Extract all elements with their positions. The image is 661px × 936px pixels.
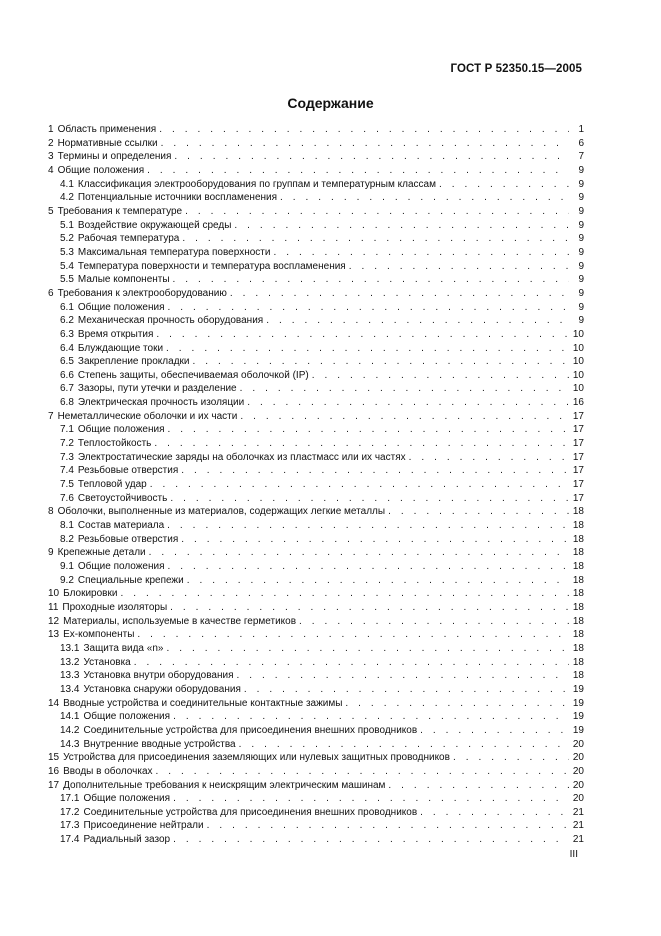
toc-entry-number: 7.6 xyxy=(60,492,74,504)
dot-leader xyxy=(185,205,569,219)
toc-entry-title: Проходные изоляторы xyxy=(62,601,168,613)
toc-entry[interactable] xyxy=(48,724,584,738)
toc-entry-title: Вводы в оболочках xyxy=(63,765,153,777)
dot-leader xyxy=(170,492,569,506)
dot-leader xyxy=(161,137,569,151)
dot-leader xyxy=(182,232,569,246)
toc-entry-number: 4 xyxy=(48,164,54,176)
dot-leader xyxy=(181,533,569,547)
toc-entry[interactable] xyxy=(48,765,584,779)
dot-leader xyxy=(173,792,569,806)
toc-entry-title: Классификация электрооборудования по группам и температурным классам xyxy=(77,178,436,190)
toc-entry-title: Общие положения xyxy=(77,561,165,572)
toc-entry-title: Электростатические заряды на оболочках из пластмасс или их частях xyxy=(77,451,406,463)
toc-entry-number: 6.1 xyxy=(60,301,74,313)
toc-entry-page: 19 xyxy=(572,711,584,723)
toc-entry-title: Соединительные устройства для присоединения внешних проводников xyxy=(83,806,418,818)
toc-entry-number: 14.1 xyxy=(60,711,80,723)
toc-entry[interactable] xyxy=(48,628,584,642)
toc-entry-title: Блуждающие токи xyxy=(77,342,164,354)
toc-entry-page: 18 xyxy=(572,656,584,668)
toc-entry-number: 6.3 xyxy=(60,328,74,340)
toc-entry-page: 7 xyxy=(578,151,584,163)
toc-entry[interactable] xyxy=(48,819,584,833)
toc-entry-page: 9 xyxy=(578,315,584,327)
toc-entry-number: 6.7 xyxy=(60,383,74,395)
toc-entry-number: 16 xyxy=(48,765,60,777)
toc-entry-page: 18 xyxy=(572,615,584,627)
toc-entry-number: 4.1 xyxy=(60,178,74,190)
toc-entry-page: 9 xyxy=(578,164,584,176)
toc-entry-page: 18 xyxy=(572,629,584,641)
toc-entry-number: 7 xyxy=(48,410,54,422)
toc-entry-number: 7.1 xyxy=(60,424,74,436)
toc-entry-page: 18 xyxy=(572,574,584,586)
toc-entry-title: Закрепление прокладки xyxy=(77,356,190,368)
toc-entry-title: Требования к электрооборудованию xyxy=(57,287,227,299)
toc-entry[interactable] xyxy=(48,642,584,656)
toc-entry-title: Вводные устройства и соединительные контактные зажимы xyxy=(63,697,343,709)
toc-entry[interactable] xyxy=(48,369,584,383)
dot-leader xyxy=(230,287,569,301)
toc-entry[interactable] xyxy=(48,451,584,465)
toc-entry-number: 6 xyxy=(48,287,54,299)
toc-entry-title: Крепежные детали xyxy=(57,547,146,559)
dot-leader xyxy=(168,301,570,315)
dot-leader xyxy=(156,328,569,342)
dot-leader xyxy=(149,546,569,560)
dot-leader xyxy=(156,765,569,779)
dot-leader xyxy=(187,574,569,588)
dot-leader xyxy=(240,410,569,424)
dot-leader xyxy=(174,150,569,164)
dot-leader xyxy=(280,191,569,205)
toc-entry[interactable] xyxy=(48,751,584,765)
toc-entry[interactable] xyxy=(48,178,584,192)
toc-entry[interactable] xyxy=(48,423,584,437)
dot-leader xyxy=(150,478,569,492)
toc-entry-number: 13.4 xyxy=(60,683,80,695)
toc-entry-title: Установка внутри оборудования xyxy=(83,670,234,682)
toc-entry-title: Установка xyxy=(83,656,131,668)
toc-entry[interactable] xyxy=(48,314,584,328)
toc-entry-number: 17.4 xyxy=(60,834,80,846)
toc-entry-page: 9 xyxy=(578,246,584,258)
toc-entry-number: 14 xyxy=(48,697,60,709)
toc-entry[interactable] xyxy=(48,806,584,820)
dot-leader xyxy=(173,710,569,724)
toc-entry-number: 7.5 xyxy=(60,479,74,491)
toc-entry-number: 7.4 xyxy=(60,465,74,477)
toc-entry-title: Специальные крепежи xyxy=(77,574,184,586)
toc-entry-page: 18 xyxy=(572,561,584,572)
toc-entry-title: Температура поверхности и температура воспламенения xyxy=(77,260,346,272)
toc-entry-number: 5 xyxy=(48,205,54,217)
toc-entry-page: 9 xyxy=(578,192,584,204)
toc-entry[interactable] xyxy=(48,779,584,793)
toc-entry-number: 12 xyxy=(48,615,60,627)
toc-entry-page: 20 xyxy=(572,765,584,777)
toc-entry-page: 18 xyxy=(572,670,584,682)
table-of-contents xyxy=(48,123,584,847)
toc-entry-title: Неметаллические оболочки и их части xyxy=(57,410,238,422)
toc-entry[interactable] xyxy=(48,478,584,492)
toc-entry-title: Малые компоненты xyxy=(77,274,170,286)
toc-entry[interactable] xyxy=(48,697,584,711)
toc-entry-title: Светоустойчивость xyxy=(77,492,168,504)
toc-entry[interactable] xyxy=(48,710,584,724)
toc-entry-number: 9.2 xyxy=(60,574,74,586)
dot-leader xyxy=(166,642,569,656)
toc-entry-page: 16 xyxy=(572,397,584,409)
toc-entry[interactable] xyxy=(48,615,584,629)
toc-entry-number: 5.5 xyxy=(60,274,74,286)
toc-entry-page: 17 xyxy=(572,410,584,422)
toc-entry-page: 17 xyxy=(572,492,584,504)
toc-entry-title: Соединительные устройства для присоединения внешних проводников xyxy=(83,724,418,736)
dot-leader xyxy=(147,164,569,178)
toc-entry[interactable] xyxy=(48,738,584,752)
toc-entry[interactable] xyxy=(48,792,584,806)
toc-entry[interactable] xyxy=(48,164,584,178)
dot-leader xyxy=(299,615,569,629)
toc-entry-title: Ex-компоненты xyxy=(63,629,135,641)
toc-entry-title: Общие положения xyxy=(77,301,165,313)
toc-entry-page: 9 xyxy=(578,205,584,217)
toc-entry-title: Оболочки, выполненные из материалов, содержащих легкие металлы xyxy=(57,506,386,518)
toc-entry-title: Состав материала xyxy=(77,520,165,532)
toc-entry-page: 20 xyxy=(572,779,584,791)
toc-entry[interactable] xyxy=(48,232,584,246)
dot-leader xyxy=(240,382,569,396)
toc-entry-page: 20 xyxy=(572,752,584,764)
toc-entry-page: 19 xyxy=(572,724,584,736)
toc-entry[interactable] xyxy=(48,464,584,478)
dot-leader xyxy=(409,451,569,465)
toc-entry-page: 9 xyxy=(578,219,584,231)
toc-entry-page: 10 xyxy=(572,342,584,354)
toc-entry-title: Общие положения xyxy=(83,711,171,723)
toc-entry-page: 19 xyxy=(572,697,584,709)
toc-entry[interactable] xyxy=(48,601,584,615)
dot-leader xyxy=(273,246,569,260)
toc-entry-page: 21 xyxy=(572,820,584,832)
toc-entry-title: Нормативные ссылки xyxy=(57,137,158,149)
toc-entry-title: Резьбовые отверстия xyxy=(77,533,179,545)
dot-leader xyxy=(168,423,570,437)
dot-leader xyxy=(234,219,569,233)
dot-leader xyxy=(239,738,569,752)
toc-entry-page: 20 xyxy=(572,793,584,805)
toc-entry-title: Устройства для присоединения заземляющих или нулевых защитных проводников xyxy=(63,752,450,764)
toc-entry-page: 18 xyxy=(572,588,584,600)
dot-leader xyxy=(388,505,569,519)
toc-entry[interactable] xyxy=(48,273,584,287)
toc-entry-number: 13.1 xyxy=(60,642,80,654)
dot-leader xyxy=(192,355,569,369)
toc-entry-number: 5.1 xyxy=(60,219,74,231)
page-number: III xyxy=(569,849,578,860)
toc-entry[interactable] xyxy=(48,191,584,205)
toc-entry-title: Воздействие окружающей среды xyxy=(77,219,232,231)
toc-entry[interactable] xyxy=(48,560,584,574)
toc-entry-title: Установка снаружи оборудования xyxy=(83,683,241,695)
dot-leader xyxy=(420,806,569,820)
toc-entry-number: 6.6 xyxy=(60,369,74,381)
dot-leader xyxy=(154,437,569,451)
toc-entry-page: 9 xyxy=(578,233,584,245)
toc-entry-number: 11 xyxy=(48,601,59,613)
toc-entry-page: 21 xyxy=(572,806,584,818)
toc-entry-number: 6.2 xyxy=(60,315,74,327)
dot-leader xyxy=(266,314,569,328)
toc-entry-page: 9 xyxy=(578,287,584,299)
toc-entry-number: 5.4 xyxy=(60,260,74,272)
toc-entry-title: Термины и определения xyxy=(57,151,172,163)
toc-entry-number: 1 xyxy=(48,124,54,135)
toc-entry[interactable] xyxy=(48,505,584,519)
toc-entry[interactable] xyxy=(48,833,584,847)
toc-entry[interactable] xyxy=(48,669,584,683)
toc-entry-number: 4.2 xyxy=(60,192,74,204)
toc-entry[interactable] xyxy=(48,587,584,601)
toc-entry-title: Тепловой удар xyxy=(77,479,147,491)
toc-entry-number: 9.1 xyxy=(60,561,74,572)
toc-entry[interactable] xyxy=(48,533,584,547)
toc-entry-title: Зазоры, пути утечки и разделение xyxy=(77,383,237,395)
toc-entry-page: 18 xyxy=(572,642,584,654)
toc-entry-number: 3 xyxy=(48,151,54,163)
toc-entry-number: 6.4 xyxy=(60,342,74,354)
toc-entry[interactable] xyxy=(48,137,584,151)
toc-entry[interactable] xyxy=(48,437,584,451)
toc-entry-page: 9 xyxy=(578,301,584,313)
toc-entry-page: 17 xyxy=(572,465,584,477)
toc-entry-page: 9 xyxy=(578,274,584,286)
toc-entry-number: 13 xyxy=(48,629,60,641)
dot-leader xyxy=(134,656,569,670)
toc-entry-page: 10 xyxy=(572,383,584,395)
toc-entry-page: 10 xyxy=(572,356,584,368)
toc-entry-number: 13.2 xyxy=(60,656,80,668)
toc-entry-number: 17.3 xyxy=(60,820,80,832)
dot-leader xyxy=(170,601,569,615)
toc-entry-title: Присоединение нейтрали xyxy=(83,820,204,832)
toc-entry-page: 10 xyxy=(572,369,584,381)
toc-entry-page: 18 xyxy=(572,533,584,545)
dot-leader xyxy=(120,587,569,601)
toc-entry[interactable] xyxy=(48,396,584,410)
toc-entry-page: 17 xyxy=(572,424,584,436)
dot-leader xyxy=(173,833,569,847)
dot-leader xyxy=(207,819,569,833)
dot-leader xyxy=(244,683,569,697)
toc-entry-number: 7.2 xyxy=(60,438,74,450)
toc-entry[interactable] xyxy=(48,656,584,670)
toc-entry-title: Потенциальные источники воспламенения xyxy=(77,192,278,204)
toc-entry[interactable] xyxy=(48,301,584,315)
toc-entry-number: 17.2 xyxy=(60,806,80,818)
toc-entry-number: 15 xyxy=(48,752,60,764)
toc-entry-page: 17 xyxy=(572,479,584,491)
toc-entry-number: 5.2 xyxy=(60,233,74,245)
toc-entry-number: 13.3 xyxy=(60,670,80,682)
dot-leader xyxy=(349,260,569,274)
document-code: ГОСТ Р 52350.15—2005 xyxy=(450,63,582,75)
toc-entry[interactable] xyxy=(48,205,584,219)
toc-entry-title: Материалы, используемые в качестве герметиков xyxy=(63,615,297,627)
toc-entry-page: 18 xyxy=(572,506,584,518)
toc-entry-page: 17 xyxy=(572,438,584,450)
toc-entry-page: 9 xyxy=(578,178,584,190)
toc-entry-number: 6.5 xyxy=(60,356,74,368)
dot-leader xyxy=(159,123,569,137)
dot-leader xyxy=(237,669,569,683)
toc-entry-number: 17 xyxy=(48,779,60,791)
toc-entry-title: Защита вида «n» xyxy=(83,642,164,654)
toc-entry-number: 5.3 xyxy=(60,246,74,258)
toc-entry-title: Резьбовые отверстия xyxy=(77,465,179,477)
dot-leader xyxy=(166,342,569,356)
toc-entry-number: 6.8 xyxy=(60,397,74,409)
toc-entry-title: Теплостойкость xyxy=(77,438,152,450)
toc-entry-title: Время открытия xyxy=(77,328,154,340)
toc-entry-page: 1 xyxy=(578,124,584,135)
dot-leader xyxy=(173,273,569,287)
toc-entry[interactable] xyxy=(48,328,584,342)
toc-entry-title: Требования к температуре xyxy=(57,205,183,217)
toc-title: Содержание xyxy=(287,95,374,111)
toc-entry-page: 19 xyxy=(572,683,584,695)
toc-entry-page: 18 xyxy=(572,601,584,613)
toc-entry-title: Электрическая прочность изоляции xyxy=(77,397,245,409)
toc-entry-page: 18 xyxy=(572,520,584,532)
toc-entry-title: Область применения xyxy=(57,124,157,135)
toc-entry-title: Блокировки xyxy=(63,588,118,600)
dot-leader xyxy=(181,464,569,478)
toc-entry-page: 20 xyxy=(572,738,584,750)
toc-entry-title: Степень защиты, обеспечиваемая оболочкой (IP) xyxy=(77,369,309,381)
toc-entry[interactable] xyxy=(48,546,584,560)
toc-entry-title: Радиальный зазор xyxy=(83,834,171,846)
toc-entry[interactable] xyxy=(48,519,584,533)
toc-entry-number: 8.1 xyxy=(60,520,74,532)
toc-entry-number: 9 xyxy=(48,547,54,559)
toc-entry-title: Общие положения xyxy=(57,164,145,176)
toc-entry-title: Дополнительные требования к неискрящим электрическим машинам xyxy=(63,779,386,791)
toc-entry-number: 2 xyxy=(48,137,54,149)
toc-entry-page: 6 xyxy=(578,137,584,149)
toc-entry-number: 8 xyxy=(48,506,54,518)
dot-leader xyxy=(247,396,569,410)
toc-entry-page: 9 xyxy=(578,260,584,272)
toc-entry[interactable] xyxy=(48,287,584,301)
dot-leader xyxy=(312,369,569,383)
toc-entry[interactable] xyxy=(48,355,584,369)
dot-leader xyxy=(345,697,569,711)
toc-entry-number: 8.2 xyxy=(60,533,74,545)
toc-entry-page: 18 xyxy=(572,547,584,559)
toc-entry-page: 17 xyxy=(572,451,584,463)
toc-entry[interactable] xyxy=(48,150,584,164)
dot-leader xyxy=(453,751,569,765)
toc-entry[interactable] xyxy=(48,260,584,274)
toc-entry-page: 21 xyxy=(572,834,584,846)
toc-entry-title: Общие положения xyxy=(83,793,171,805)
dot-leader xyxy=(168,560,570,574)
toc-entry-title: Максимальная температура поверхности xyxy=(77,246,271,258)
toc-entry[interactable] xyxy=(48,574,584,588)
dot-leader xyxy=(137,628,569,642)
toc-entry[interactable] xyxy=(48,492,584,506)
toc-entry-number: 10 xyxy=(48,588,60,600)
dot-leader xyxy=(167,519,569,533)
toc-entry-title: Рабочая температура xyxy=(77,233,180,245)
toc-entry[interactable] xyxy=(48,683,584,697)
dot-leader xyxy=(388,779,569,793)
toc-entry[interactable] xyxy=(48,410,584,424)
toc-entry[interactable] xyxy=(48,246,584,260)
toc-entry-page: 10 xyxy=(572,328,584,340)
dot-leader xyxy=(420,724,569,738)
toc-entry-number: 14.2 xyxy=(60,724,80,736)
toc-entry-number: 14.3 xyxy=(60,738,80,750)
toc-entry-title: Внутренние вводные устройства xyxy=(83,738,236,750)
toc-entry[interactable] xyxy=(48,123,584,137)
toc-entry[interactable] xyxy=(48,342,584,356)
toc-entry-title: Общие положения xyxy=(77,424,165,436)
dot-leader xyxy=(439,178,569,192)
toc-entry-title: Механическая прочность оборудования xyxy=(77,315,264,327)
toc-entry[interactable] xyxy=(48,382,584,396)
toc-entry[interactable] xyxy=(48,219,584,233)
toc-entry-number: 17.1 xyxy=(60,793,80,805)
toc-entry-number: 7.3 xyxy=(60,451,74,463)
